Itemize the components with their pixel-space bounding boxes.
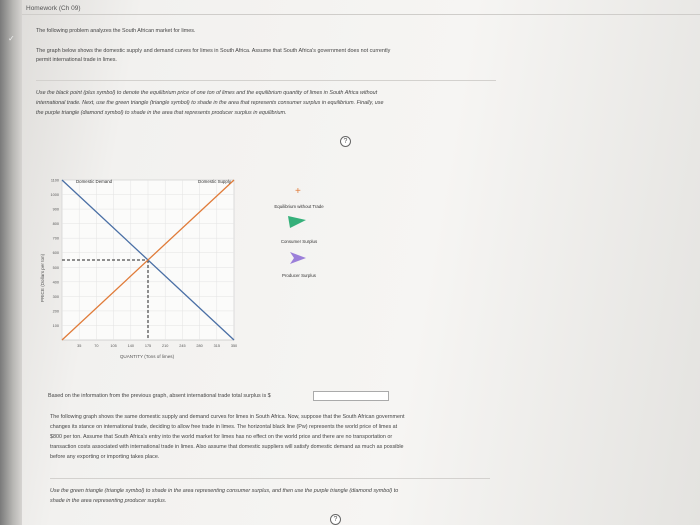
y-tick-label: 600 bbox=[52, 251, 59, 256]
question-prompt: Based on the information from the previous graph, absent international trade total surplus is $ bbox=[48, 393, 271, 399]
plus-icon[interactable]: + bbox=[295, 186, 301, 197]
equilibrium-tool[interactable] bbox=[285, 182, 315, 200]
header-divider bbox=[22, 14, 700, 15]
y-tick-label: 700 bbox=[52, 236, 59, 241]
supply-label: Domestic Supply bbox=[198, 179, 231, 184]
x-tick-label: 245 bbox=[179, 344, 186, 348]
instructions-text-2: international trade. Next, use the green triangle (triangle symbol) to shade in the area that represents consumer surplus in equilibrium. Finally, use bbox=[36, 100, 384, 106]
part2-instructions-1: Use the green triangle (triangle symbol) to shade in the area representing consumer surplus, and then use the purple triangle (diamond symbol) to bbox=[50, 488, 399, 494]
section-divider-2 bbox=[50, 478, 490, 479]
part2-text-1: The following graph shows the same domestic supply and demand curves for limes in South Africa. Now, suppose that the South African government bbox=[50, 414, 405, 420]
y-axis-label: PRICE (Dollars per ton) bbox=[40, 253, 45, 303]
part2-text-2: changes its stance on international trade, deciding to allow free trade in limes. The horizontal black line (Pw) represents the world price of limes at bbox=[50, 424, 398, 430]
y-tick-label: 800 bbox=[52, 222, 59, 227]
x-tick-label: 35 bbox=[77, 344, 82, 348]
part2-instructions-2: shade in the area representing producer surplus. bbox=[50, 498, 167, 504]
y-tick-label: 300 bbox=[52, 294, 59, 299]
consumer-surplus-tool[interactable] bbox=[286, 214, 308, 230]
x-tick-label: 315 bbox=[213, 344, 220, 348]
y-tick-label: 500 bbox=[52, 265, 59, 270]
instructions-text-3: the purple triangle (diamond symbol) to shade in the area that represents producer surplus in equilibrium. bbox=[36, 110, 287, 116]
y-tick-label: 100 bbox=[52, 323, 59, 328]
left-rail bbox=[0, 0, 22, 525]
triangle-icon[interactable] bbox=[288, 216, 306, 228]
x-tick-label: 280 bbox=[196, 344, 203, 348]
producer-surplus-tool[interactable] bbox=[286, 250, 308, 266]
x-tick-label: 140 bbox=[127, 344, 134, 348]
x-tick-label: 105 bbox=[110, 344, 117, 348]
part2-text-5: before any exporting or importing takes place. bbox=[50, 454, 160, 460]
supply-demand-chart[interactable] bbox=[36, 168, 256, 368]
section-divider bbox=[36, 80, 496, 81]
x-tick-label: 70 bbox=[94, 344, 99, 348]
total-surplus-input[interactable] bbox=[313, 391, 389, 401]
instructions-text-1: Use the black point (plus symbol) to denote the equilibrium price of one ton of limes and the equilibrium quantity of limes in South Africa without bbox=[36, 90, 378, 96]
x-tick-label: 350 bbox=[230, 344, 238, 348]
diamond-icon[interactable] bbox=[290, 252, 306, 264]
x-tick-label: 210 bbox=[162, 344, 169, 348]
help-icon[interactable]: ? bbox=[340, 136, 351, 147]
intro-text-3: permit international trade in limes. bbox=[36, 57, 117, 63]
demand-label: Domestic Demand bbox=[76, 179, 113, 184]
legend-equilibrium-label: Equilibrium without Trade bbox=[274, 204, 324, 209]
intro-text-1: The following problem analyzes the South African market for limes. bbox=[36, 28, 196, 34]
y-tick-label: 200 bbox=[52, 309, 59, 314]
y-tick-label: 900 bbox=[52, 207, 59, 212]
y-tick-label: 1100 bbox=[50, 178, 59, 183]
legend-producer-label: Producer Surplus bbox=[282, 273, 316, 278]
part2-text-3: $800 per ton. Assume that South Africa's entry into the world market for limes has no effect on the world price and there are no transportation or bbox=[50, 434, 393, 440]
y-tick-label: 1000 bbox=[50, 193, 59, 198]
x-axis-label: QUANTITY (Tons of limes) bbox=[119, 354, 175, 359]
legend-consumer-label: Consumer Surplus bbox=[280, 239, 318, 244]
x-tick-label: 175 bbox=[144, 344, 152, 348]
y-tick-label: 400 bbox=[52, 280, 59, 285]
intro-text-2: The graph below shows the domestic supply and demand curves for limes in South Africa. Assume that South Africa's government does not currently bbox=[36, 48, 391, 54]
page-title: Homework (Ch 09) bbox=[26, 5, 81, 12]
part2-text-4: transaction costs associated with international trade in limes. Also assume that domestic suppliers will satisfy domestic demand as much as possible bbox=[50, 444, 404, 450]
chevron-down-icon[interactable]: ✓ bbox=[8, 34, 15, 43]
help-icon-2[interactable]: ? bbox=[330, 514, 341, 525]
